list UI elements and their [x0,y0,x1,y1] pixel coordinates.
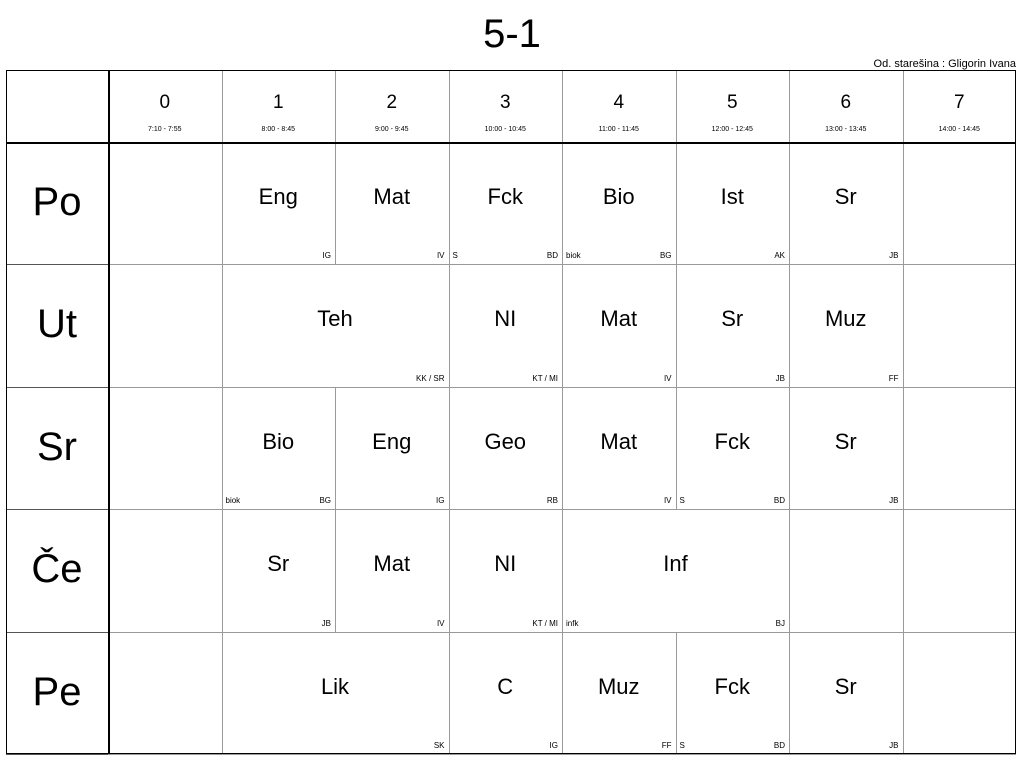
lesson-cell [222,509,336,631]
lesson-cell [676,264,790,386]
day-label-cell [6,142,108,264]
lesson-subject: Fck [487,184,523,209]
lesson-subject: Fck [714,673,750,699]
lesson-cell [789,632,903,754]
lesson-teacher: JB [889,740,899,750]
lesson-cell [449,142,563,264]
class-title: 5-1 [483,12,541,56]
lesson-room: S [679,496,685,506]
period-time: 13:00 - 13:45 [825,126,867,133]
lesson-cell [676,142,790,264]
period-number: 7 [953,92,965,113]
lesson-teacher: IG [436,496,445,506]
lesson-cell [222,264,449,386]
lesson-cell [449,632,563,754]
period-time: 14:00 - 14:45 [938,126,980,133]
lesson-teacher: BD [773,496,785,506]
period-time: 10:00 - 10:45 [484,126,526,133]
lesson-cell [335,142,449,264]
day-label: Pe [32,669,82,714]
lesson-teacher: KK / SR [416,373,445,383]
header-divider [562,70,563,142]
lesson-cell [449,509,563,631]
lesson-subject: Ist [720,184,744,209]
lesson-subject: Sr [834,184,857,209]
lesson-cell [335,387,449,509]
cell-divider [903,264,904,386]
header-divider [789,70,790,142]
cell-divider [903,632,904,754]
lesson-subject: Mat [600,428,638,454]
lesson-subject: NI [494,306,517,332]
period-header [108,70,222,142]
timetable-grid [6,70,1016,754]
period-header [449,70,563,142]
lesson-subject: Mat [600,306,638,332]
frame-right [1015,70,1016,754]
lesson-teacher: BJ [775,618,785,628]
lesson-teacher: KT / MI [532,618,558,628]
lesson-teacher: IV [663,373,672,383]
lesson-subject: Sr [267,551,290,577]
row-divider [108,754,1016,755]
day-column-divider [108,70,110,754]
lesson-teacher: AK [774,251,785,261]
lesson-cell [222,142,336,264]
lesson-subject: Bio [602,184,635,209]
lesson-subject: Eng [372,428,412,454]
lesson-teacher: JB [775,373,785,383]
lesson-cell [562,387,676,509]
frame-top [6,70,1016,71]
header-divider [335,70,336,142]
lesson-cell [789,142,903,264]
period-number: 6 [840,92,852,113]
lesson-room: biok [566,251,581,261]
frame-bottom [6,753,1016,754]
lesson-cell [449,387,563,509]
lesson-cell [562,142,676,264]
lesson-teacher: BG [319,496,331,506]
lesson-cell [449,264,563,386]
lesson-subject: Mat [373,551,411,577]
lesson-subject: Mat [373,184,411,209]
lesson-cell [676,387,790,509]
header-divider [222,70,223,142]
lesson-room: infk [566,618,579,628]
lesson-subject: Geo [484,428,527,454]
header-divider-line [6,142,1016,144]
lesson-subject: Lik [320,673,350,699]
lesson-room: S [452,251,458,261]
day-label-cell [6,387,108,509]
lesson-teacher: IG [322,251,331,261]
lesson-cell [789,387,903,509]
lesson-subject: Bio [262,428,295,454]
lesson-teacher: FF [888,373,899,383]
period-time: 7:10 - 7:55 [148,126,182,133]
lesson-teacher: IV [436,618,445,628]
lesson-subject: Fck [714,428,750,454]
lesson-teacher: SK [433,740,445,750]
day-label: Če [31,547,83,592]
cell-divider [903,509,904,631]
header-divider [449,70,450,142]
lesson-teacher: BD [546,251,558,261]
lesson-teacher: IV [663,496,672,506]
period-number: 0 [159,92,171,113]
lesson-teacher: IG [549,740,558,750]
period-time: 9:00 - 9:45 [375,126,409,133]
lesson-cell [562,264,676,386]
lesson-teacher: KT / MI [532,373,558,383]
head-teacher-label: Od. starešina : Gligorin Ivana [873,58,1016,70]
period-time: 11:00 - 11:45 [598,126,639,133]
period-time: 12:00 - 12:45 [711,126,753,133]
day-label: Sr [37,424,77,469]
period-header [789,70,903,142]
day-label: Po [32,180,82,224]
lesson-subject: Eng [258,184,298,209]
lesson-subject: Sr [834,673,857,699]
lesson-subject: C [497,673,514,699]
lesson-teacher: JB [889,496,899,506]
period-number: 2 [386,92,398,113]
cell-divider [903,142,904,264]
cell-divider [789,509,790,631]
period-header [903,70,1017,142]
frame-left [6,70,7,754]
lesson-teacher: BD [773,740,785,750]
day-row-divider [6,754,108,755]
day-label-cell [6,264,108,386]
lesson-subject: NI [494,551,517,577]
cell-divider [903,387,904,509]
lesson-subject: Muz [597,673,640,699]
period-number: 3 [499,92,511,113]
lesson-teacher: IV [436,251,445,261]
period-number: 4 [613,92,625,113]
lesson-cell [676,632,790,754]
lesson-subject: Inf [663,551,688,577]
day-label: Ut [37,302,77,347]
lesson-teacher: JB [321,618,331,628]
lesson-subject: Teh [317,306,353,332]
lesson-cell [789,264,903,386]
lesson-subject: Muz [824,306,867,332]
lesson-room: S [679,740,685,750]
header-divider [676,70,677,142]
day-label-cell [6,632,108,754]
lesson-cell [222,632,449,754]
day-label-cell [6,509,108,631]
lesson-cell [562,632,676,754]
period-number: 5 [726,92,738,113]
lesson-teacher: RB [546,496,558,506]
lesson-teacher: JB [889,251,899,261]
period-header [222,70,336,142]
lesson-subject: Sr [721,306,744,332]
lesson-teacher: FF [661,740,672,750]
period-number: 1 [272,92,284,113]
lesson-cell [335,509,449,631]
lesson-subject: Sr [834,428,857,454]
period-time: 8:00 - 8:45 [261,126,295,133]
period-header [676,70,790,142]
lesson-room: biok [225,496,241,506]
header-divider [903,70,904,142]
lesson-teacher: BG [659,251,672,261]
lesson-cell [222,387,336,509]
period-header [335,70,449,142]
period-header [562,70,676,142]
lesson-cell [562,509,789,631]
